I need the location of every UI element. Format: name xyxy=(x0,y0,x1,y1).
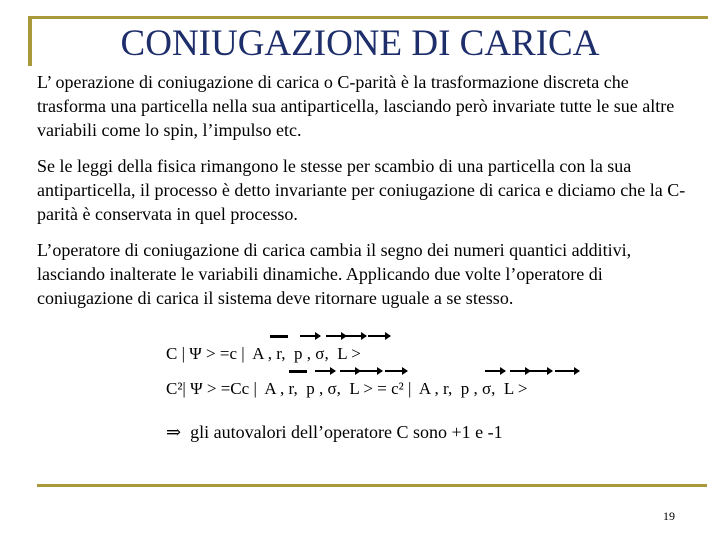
vector-arrow-sigma-2 xyxy=(360,370,382,372)
vector-arrow-sigma-3 xyxy=(530,370,552,372)
vector-arrow-p-2 xyxy=(340,370,360,372)
vector-arrow-p-1 xyxy=(326,335,346,337)
vector-arrow-r-3 xyxy=(485,370,505,372)
equation-c-squared: C²| Ψ > =Cc | A , r, p , σ, L > = c² | A , r, p , σ, L > xyxy=(166,379,528,398)
vector-arrow-l-2 xyxy=(385,370,407,372)
vector-arrow-l-3 xyxy=(555,370,579,372)
footer-rule xyxy=(37,484,707,487)
paragraph-definition: L’ operazione di coniugazione di carica o C-parità è la trasformazione discreta che trasforma una particella nella sua antiparticella, lasciando però invariate tutte le sue altre variabili come lo spin, l’impulso etc. xyxy=(37,72,675,140)
vector-arrow-l-1 xyxy=(368,335,390,337)
paragraph-operator: L’operatore di coniugazione di carica cambia il segno dei numeri quantici additivi, lasciando inalterate le variabili dinamiche. Applicando due volte l’operatore di coniugazione di carica il sistema deve ritornare uguale a se stesso. xyxy=(37,240,632,308)
paragraph-invariance: Se le leggi della fisica rimangono le stesse per scambio di una particella con la sua antiparticella, il processo è detto invariante per coniugazione di carica e diciamo che la C-parità è conservata in quel processo. xyxy=(37,156,686,224)
equation-c-parity: C | Ψ > =c | A , r, p , σ, L > xyxy=(166,344,361,363)
vector-arrow-r-1 xyxy=(300,335,320,337)
antiparticle-bar-1 xyxy=(270,335,288,338)
antiparticle-bar-2 xyxy=(289,370,307,373)
vector-arrow-p-3 xyxy=(510,370,530,372)
slide-title: CONIUGAZIONE DI CARICA xyxy=(120,23,600,64)
conclusion-eigenvalues: ⇒ gli autovalori dell’operatore C sono +1 e -1 xyxy=(166,422,503,442)
vector-arrow-sigma-1 xyxy=(344,335,366,337)
vector-arrow-r-2 xyxy=(315,370,335,372)
slide-frame-horizontal xyxy=(28,16,708,19)
page-number: 19 xyxy=(663,509,675,523)
